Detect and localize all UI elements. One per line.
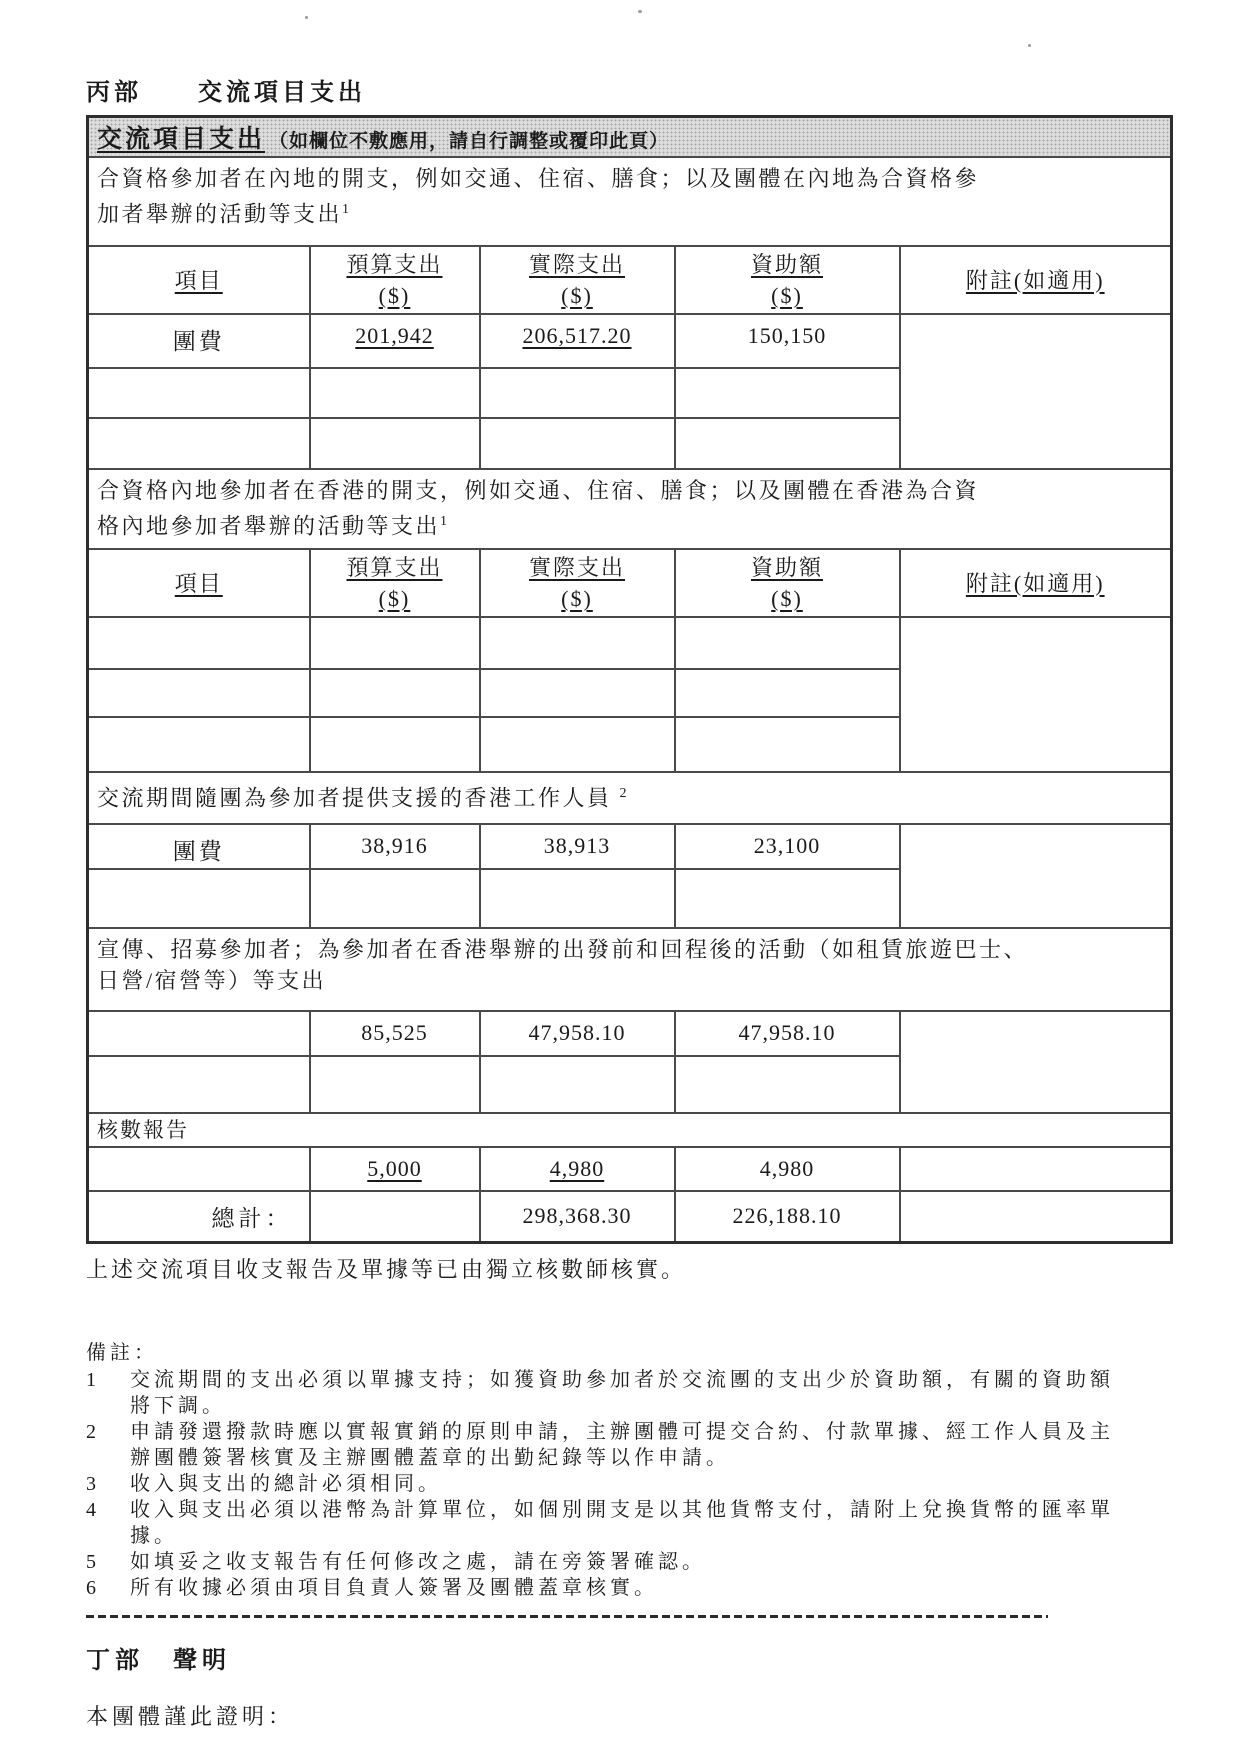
- empty-budget-cell: [310, 418, 480, 469]
- col-header-item: 項目: [88, 549, 310, 617]
- remark-item: [86, 1367, 1130, 1419]
- remark-text: 申請發還撥款時應以實報實銷的原則申請，主辦團體可提交合約、付款單據、經工作人員及主辦團體簽署核實及主辦團體蓋章的出勤紀錄等以作申請。: [130, 1420, 1114, 1469]
- form-header-bar: [88, 117, 1172, 158]
- empty-actual-cell: [480, 1056, 675, 1113]
- empty-item-cell: [88, 669, 310, 717]
- form-header-hint: （如欄位不敷應用，請自行調整或覆印此頁）: [269, 131, 670, 152]
- empty-actual-cell: [480, 717, 675, 772]
- actual-cell: 206,517.20: [480, 314, 675, 368]
- empty-item-cell: [88, 1056, 310, 1113]
- col-header-actual: 實際支出 ($): [480, 246, 675, 314]
- remarks-cell: [900, 1191, 1172, 1242]
- remark-number: 3: [86, 1472, 96, 1495]
- empty-item-cell: [88, 617, 310, 669]
- item-cell: 團費: [88, 824, 310, 869]
- subsidy-cell: 150,150: [675, 314, 900, 368]
- footnote-ref-1: 1: [440, 514, 448, 529]
- remark-item: [86, 1471, 1130, 1497]
- empty-budget-cell: [310, 1056, 480, 1113]
- remark-text: 所有收據必須由項目負責人簽署及團體蓋章核實。: [130, 1576, 658, 1599]
- remark-number: 6: [86, 1576, 96, 1599]
- remark-number: 5: [86, 1550, 96, 1573]
- budget-cell: 201,942: [310, 314, 480, 368]
- empty-budget-cell: [310, 717, 480, 772]
- total-subsidy-cell: 226,188.10: [675, 1191, 900, 1242]
- empty-subsidy-cell: [675, 617, 900, 669]
- part-d-statement: 本團體謹此證明：: [86, 1703, 295, 1729]
- subsidy-cell: 4,980: [675, 1147, 900, 1191]
- remark-text: 收入與支出的總計必須相同。: [130, 1472, 442, 1495]
- empty-budget-cell: [310, 617, 480, 669]
- remarks-heading: 備註：: [86, 1341, 158, 1364]
- empty-item-cell: [88, 717, 310, 772]
- remark-item: [86, 1549, 1130, 1575]
- empty-budget-cell: [310, 669, 480, 717]
- section2-description: [88, 469, 1172, 549]
- remark-item: [86, 1419, 1130, 1471]
- remark-number: 4: [86, 1498, 96, 1521]
- remark-text: 如填妥之收支報告有任何修改之處，請在旁簽署確認。: [130, 1550, 706, 1573]
- footnote-ref-1: 1: [342, 202, 350, 217]
- part-c-title: 丙部 交流項目支出: [86, 80, 366, 106]
- col-header-actual: 實際支出 ($): [480, 549, 675, 617]
- empty-budget-cell: [310, 368, 480, 418]
- col-header-subsidy: 資助額 ($): [675, 549, 900, 617]
- col-header-subsidy: 資助額 ($): [675, 246, 900, 314]
- actual-cell: 4,980: [480, 1147, 675, 1191]
- empty-subsidy-cell: [675, 418, 900, 469]
- section2-line2: 格內地參加者舉辦的活動等支出: [97, 513, 441, 539]
- section2-line1: 合資格內地參加者在香港的開支，例如交通、住宿、膳食；以及團體在香港為合資: [97, 478, 980, 503]
- col-header-budget: 預算支出 ($): [310, 246, 480, 314]
- budget-cell: 5,000: [310, 1147, 480, 1191]
- section5-description: 核數報告: [88, 1113, 1172, 1147]
- footnote-ref-2: 2: [619, 786, 627, 801]
- remark-number: 2: [86, 1420, 96, 1443]
- form-header-title: 交流項目支出: [97, 126, 266, 153]
- empty-item-cell: [88, 368, 310, 418]
- section3-description: [88, 772, 1172, 824]
- empty-subsidy-cell: [675, 717, 900, 772]
- remark-text: 收入與支出必須以港幣為計算單位，如個別開支是以其他貨幣支付，請附上兌換貨幣的匯率單據。: [130, 1498, 1114, 1547]
- remarks-cell: [900, 314, 1172, 469]
- total-actual-cell: 298,368.30: [480, 1191, 675, 1242]
- section1-description: [88, 157, 1172, 246]
- remark-item: [86, 1575, 1130, 1601]
- scan-speck: [305, 16, 308, 19]
- empty-actual-cell: [480, 368, 675, 418]
- col-header-remarks: 附註(如適用): [900, 549, 1172, 617]
- empty-actual-cell: [480, 418, 675, 469]
- section4-description: [88, 928, 1172, 1011]
- empty-subsidy-cell: [675, 869, 900, 928]
- expenditure-form-table: [86, 115, 1173, 1244]
- part-d-title: 丁部 聲明: [86, 1647, 231, 1674]
- empty-actual-cell: [480, 869, 675, 928]
- empty-actual-cell: [480, 617, 675, 669]
- remark-text: 交流期間的支出必須以單據支持；如獲資助參加者於交流團的支出少於資助額，有關的資助額將下調。: [130, 1368, 1114, 1417]
- empty-item-cell: [88, 418, 310, 469]
- scan-speck: [1028, 44, 1031, 47]
- budget-cell: 85,525: [310, 1011, 480, 1056]
- empty-subsidy-cell: [675, 1056, 900, 1113]
- subsidy-cell: 23,100: [675, 824, 900, 869]
- remarks-cell: [900, 824, 1172, 928]
- auditor-verification-note: 上述交流項目收支報告及單據等已由獨立核數師核實。: [86, 1256, 687, 1282]
- empty-item-cell: [88, 1011, 310, 1056]
- subsidy-cell: 47,958.10: [675, 1011, 900, 1056]
- empty-item-cell: [88, 1147, 310, 1191]
- page-content: [86, 72, 1170, 1731]
- actual-cell: 38,913: [480, 824, 675, 869]
- item-cell: 團費: [88, 314, 310, 368]
- col-header-budget: 預算支出 ($): [310, 549, 480, 617]
- empty-actual-cell: [480, 669, 675, 717]
- remarks-cell: [900, 1147, 1172, 1191]
- remarks-cell: [900, 1011, 1172, 1113]
- section4-line2: 日營/宿營等）等支出: [97, 968, 327, 993]
- scan-speck: [638, 10, 642, 13]
- remarks-cell: [900, 617, 1172, 772]
- remark-number: 1: [86, 1368, 96, 1391]
- budget-cell: 38,916: [310, 824, 480, 869]
- section1-line2: 加者舉辦的活動等支出: [97, 201, 343, 227]
- actual-cell: 47,958.10: [480, 1011, 675, 1056]
- remarks-section: [86, 1340, 1130, 1601]
- total-label: 總計：: [88, 1191, 310, 1242]
- dashed-separator: [86, 1615, 1048, 1618]
- empty-subsidy-cell: [675, 368, 900, 418]
- total-budget-cell: [310, 1191, 480, 1242]
- section3-text: 交流期間隨團為參加者提供支援的香港工作人員: [97, 785, 612, 811]
- remark-item: [86, 1497, 1130, 1549]
- empty-budget-cell: [310, 869, 480, 928]
- section1-line1: 合資格參加者在內地的開支，例如交通、住宿、膳食；以及團體在內地為合資格參: [97, 166, 980, 191]
- section4-line1: 宣傳、招募參加者；為參加者在香港舉辦的出發前和回程後的活動（如租賃旅遊巴士、: [97, 937, 1029, 962]
- empty-item-cell: [88, 869, 310, 928]
- empty-subsidy-cell: [675, 669, 900, 717]
- col-header-item: 項目: [88, 246, 310, 314]
- col-header-remarks: 附註(如適用): [900, 246, 1172, 314]
